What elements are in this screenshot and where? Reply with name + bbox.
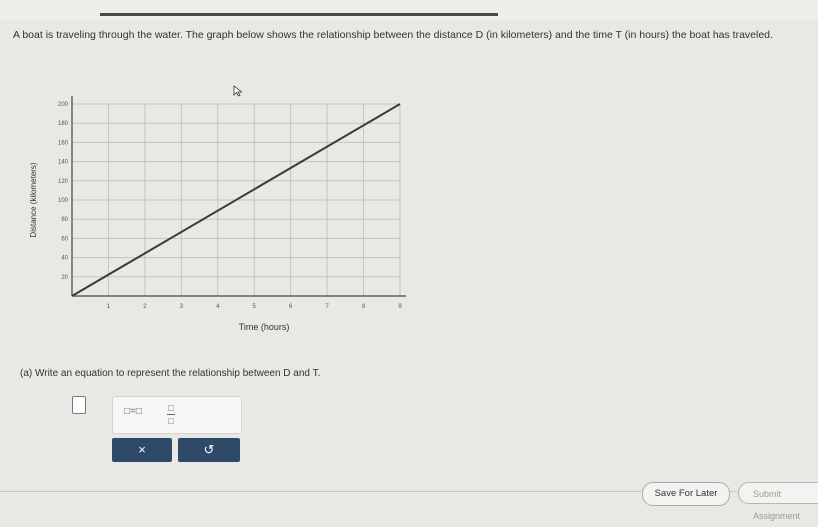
undo-icon: ↺ <box>203 442 215 457</box>
equation-template-button[interactable]: □=□ <box>124 406 142 417</box>
part-a-prompt: (a) Write an equation to represent the relationship between D and T. <box>20 368 321 379</box>
close-icon: × <box>138 442 146 457</box>
chart-svg <box>22 82 412 342</box>
save-for-later-button[interactable]: Save For Later <box>642 482 730 506</box>
x-tick-label-8: 9 <box>398 304 402 310</box>
y-tick-label-8: 180 <box>57 121 68 128</box>
y-tick-label-3: 80 <box>61 217 68 224</box>
mouse-pointer-icon <box>233 84 243 96</box>
fraction-bar <box>167 414 175 415</box>
y-tick-label-4: 100 <box>57 198 68 204</box>
x-tick-label-0: 1 <box>106 304 111 310</box>
x-tick-label-6: 7 <box>325 304 329 310</box>
y-tick-label-2: 60 <box>61 236 68 243</box>
y-tick-label-6: 140 <box>57 159 68 166</box>
y-tick-label-5: 120 <box>57 178 68 185</box>
y-tick-label-1: 40 <box>61 255 68 262</box>
x-tick-label-2: 3 <box>179 304 184 310</box>
undo-button[interactable] <box>178 438 240 462</box>
fraction-denominator: □ <box>168 416 174 426</box>
y-tick-label-9: 200 <box>57 102 68 108</box>
x-tick-label-3: 4 <box>216 304 220 310</box>
answer-editor <box>72 396 240 468</box>
y-axis-label: Distance (kilometers) <box>29 162 38 238</box>
x-tick-label-7: 8 <box>361 304 366 310</box>
clear-button[interactable] <box>112 438 172 462</box>
math-toolbar <box>112 396 242 434</box>
y-tick-label-7: 160 <box>57 140 68 147</box>
fraction-numerator: □ <box>168 403 174 413</box>
fraction-template-button[interactable] <box>167 402 175 427</box>
y-tick-label-0: 20 <box>61 274 68 281</box>
progress-line <box>100 13 498 16</box>
answer-input[interactable] <box>72 396 86 414</box>
x-axis-label: Time (hours) <box>238 322 290 332</box>
question-text: A boat is traveling through the water. The graph below shows the relationship between the distance D (in kilometers) and the time T (in hours) the boat has traveled. <box>13 29 773 41</box>
submit-assignment-button[interactable]: Submit Assignment <box>738 482 818 504</box>
x-tick-label-4: 5 <box>252 304 256 310</box>
top-bar <box>0 0 818 20</box>
x-tick-label-5: 6 <box>288 304 293 310</box>
distance-time-chart <box>22 82 412 342</box>
x-tick-label-1: 2 <box>143 304 147 310</box>
